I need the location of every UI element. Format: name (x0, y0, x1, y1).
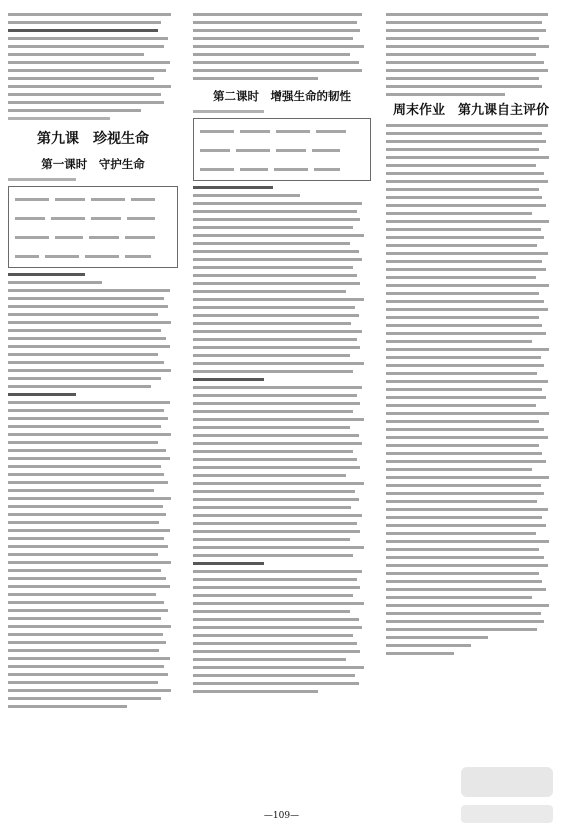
lesson-heading: 第九课 珍视生命 (37, 131, 149, 147)
answer-column-2 (193, 8, 371, 813)
key-points-box (8, 186, 178, 268)
answer-column-1 (8, 8, 178, 813)
answer-column-3 (386, 8, 556, 813)
key-points-box (193, 118, 371, 181)
watermark-logo (461, 761, 553, 823)
page-number: —109— (263, 811, 300, 821)
period-heading: 第一课时 守护生命 (41, 157, 145, 171)
weekly-heading: 周末作业 第九课自主评价 (392, 103, 549, 118)
period-heading: 第二课时 增强生命的韧性 (213, 89, 351, 103)
